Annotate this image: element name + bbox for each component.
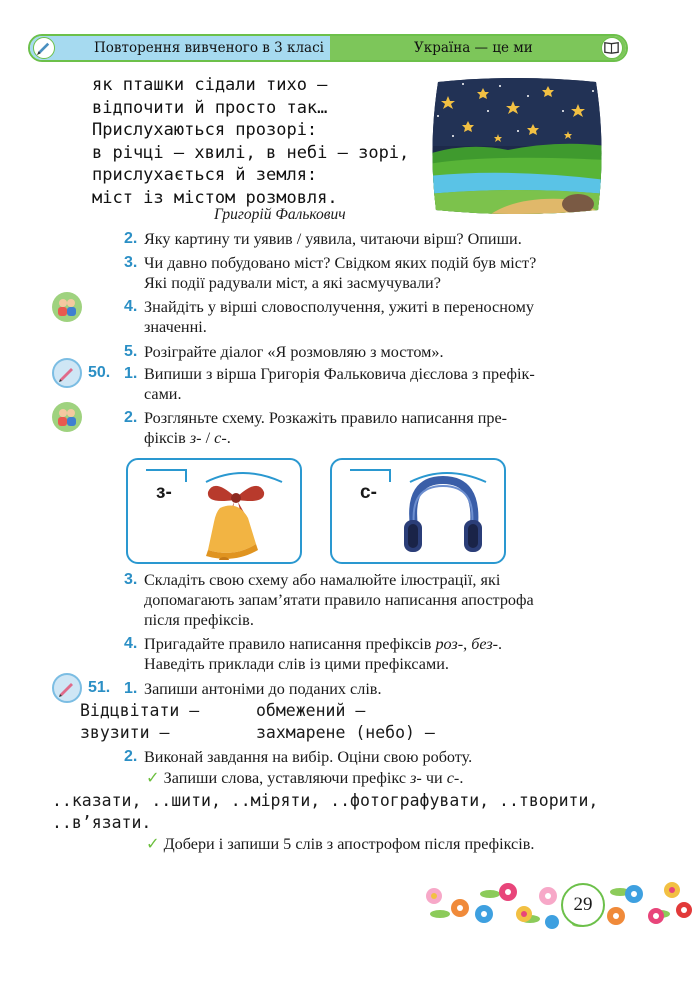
group-work-icon: [52, 402, 82, 432]
poem-author: Григорій Фалькович: [214, 206, 346, 223]
scheme-box-z: [126, 458, 302, 564]
prefix-s: с-: [214, 429, 227, 447]
task-text: Яку картину ти уявив / уявила, читаючи вірш? Опиши.: [144, 230, 522, 248]
task-number: 1.: [124, 365, 138, 382]
ex50-task-2: [124, 408, 507, 448]
task-text: Запиши антоніми до поданих слів.: [144, 680, 382, 698]
bell-icon: [194, 474, 278, 560]
prefix-roz: роз-: [435, 635, 464, 653]
prefix-s: с-: [446, 769, 460, 787]
option-2: ✓ Добери і запиши 5 слів з апострофом після префіксів.: [146, 834, 535, 853]
ex51-task-2: [124, 747, 472, 767]
option-1: ✓ Запиши слова, уставляючи префікс з- чи с-.: [146, 768, 464, 787]
header-right-title: Україна — це ми: [414, 40, 533, 56]
poem-line: як пташки сідали тихо —: [92, 75, 328, 95]
headphones-icon: [398, 470, 488, 562]
ex51-task-1: [124, 679, 382, 699]
prefix-z: з-: [189, 429, 202, 447]
poem-line: в річці — хвилі, в небі — зорі,: [92, 142, 410, 163]
antonym-word: Відцвітати —: [80, 701, 200, 720]
task-text: після префіксів.: [144, 611, 254, 629]
scheme-box-s: [330, 458, 506, 564]
task-text: Складіть свою схему або намалюйте ілюстрації, які: [144, 571, 501, 589]
exercise-number: 50.: [88, 364, 111, 381]
task-text: Розіграйте діалог «Я розмовляю з мостом».: [144, 343, 444, 361]
task-text-line: Пригадайте правило написання префіксів роз-, без-.: [144, 635, 503, 653]
task-text: Знайдіть у вірші словосполучення, ужиті в переносному: [144, 298, 535, 316]
task-number: 2.: [124, 748, 138, 765]
task-number: 3.: [124, 571, 138, 588]
task-5: [124, 342, 444, 362]
poem-line: міст із містом розмовля.: [92, 187, 338, 208]
task-text: Які події радували міст, а які засмучували?: [144, 274, 441, 292]
pen-icon: [33, 37, 55, 59]
book-icon: [601, 37, 623, 59]
poem-line: відпочити й просто так…: [92, 97, 328, 118]
task-text: значенні.: [144, 318, 207, 336]
poem-line: Прислухаються прозорі:: [92, 120, 318, 141]
blank-words-line: ..в’язати.: [52, 813, 152, 832]
task-number: 3.: [124, 254, 138, 271]
prefix-z: з-: [410, 769, 422, 787]
task-number: 5.: [124, 343, 138, 360]
exercise-number: 51.: [88, 679, 111, 696]
group-work-icon: [52, 292, 82, 322]
task-text-line: фіксів з- / с-.: [144, 429, 231, 447]
written-task-icon: [52, 358, 82, 388]
task-number: 2.: [124, 230, 138, 247]
ex50-task-1: [124, 364, 535, 404]
task-3: [124, 253, 536, 293]
task-2: [124, 229, 522, 249]
task-number: 4.: [124, 298, 138, 315]
task-4: [124, 297, 534, 337]
blank-words-line: ..казати, ..шити, ..міряти, ..фотографувати, ..творити,: [52, 791, 599, 810]
task-text: допомагають запам’ятати правило написання апострофа: [144, 591, 534, 609]
task-number: 4.: [124, 635, 138, 652]
ex50-task-4: [124, 634, 502, 674]
task-text: Розгляньте схему. Розкажіть правило написання пре-: [144, 409, 508, 427]
page-number: 29: [561, 883, 605, 927]
task-number: 2.: [124, 409, 138, 426]
flower-decoration: [420, 874, 695, 936]
poem: [92, 74, 409, 210]
task-text: Виконай завдання на вибір. Оціни свою роботу.: [144, 748, 473, 766]
checkmark-icon: ✓: [146, 768, 160, 787]
task-text: Випиши з вірша Григорія Фальковича дієслова з префік-: [144, 365, 535, 383]
poem-line: прислухається й земля:: [92, 165, 318, 186]
task-text: Наведіть приклади слів із цими префіксами.: [144, 655, 449, 673]
header-bar: [28, 34, 628, 62]
written-task-icon: [52, 673, 82, 703]
scheme-prefix-s: с-: [360, 482, 377, 503]
antonym-word: обмежений —: [256, 701, 366, 720]
task-text: сами.: [144, 385, 182, 403]
checkmark-icon: ✓: [146, 834, 160, 853]
ex50-task-3: [124, 570, 534, 630]
header-left-title: Повторення вивченого в 3 класі: [94, 40, 324, 56]
task-text: Чи давно побудовано міст? Свідком яких подій був міст?: [144, 254, 537, 272]
prefix-bez: без-: [471, 635, 499, 653]
task-number: 1.: [124, 680, 138, 697]
antonym-word: звузити —: [80, 723, 170, 742]
antonym-word: захмарене (небо) —: [256, 723, 435, 742]
scheme-prefix-z: з-: [156, 482, 172, 503]
night-river-illustration: [428, 76, 606, 216]
